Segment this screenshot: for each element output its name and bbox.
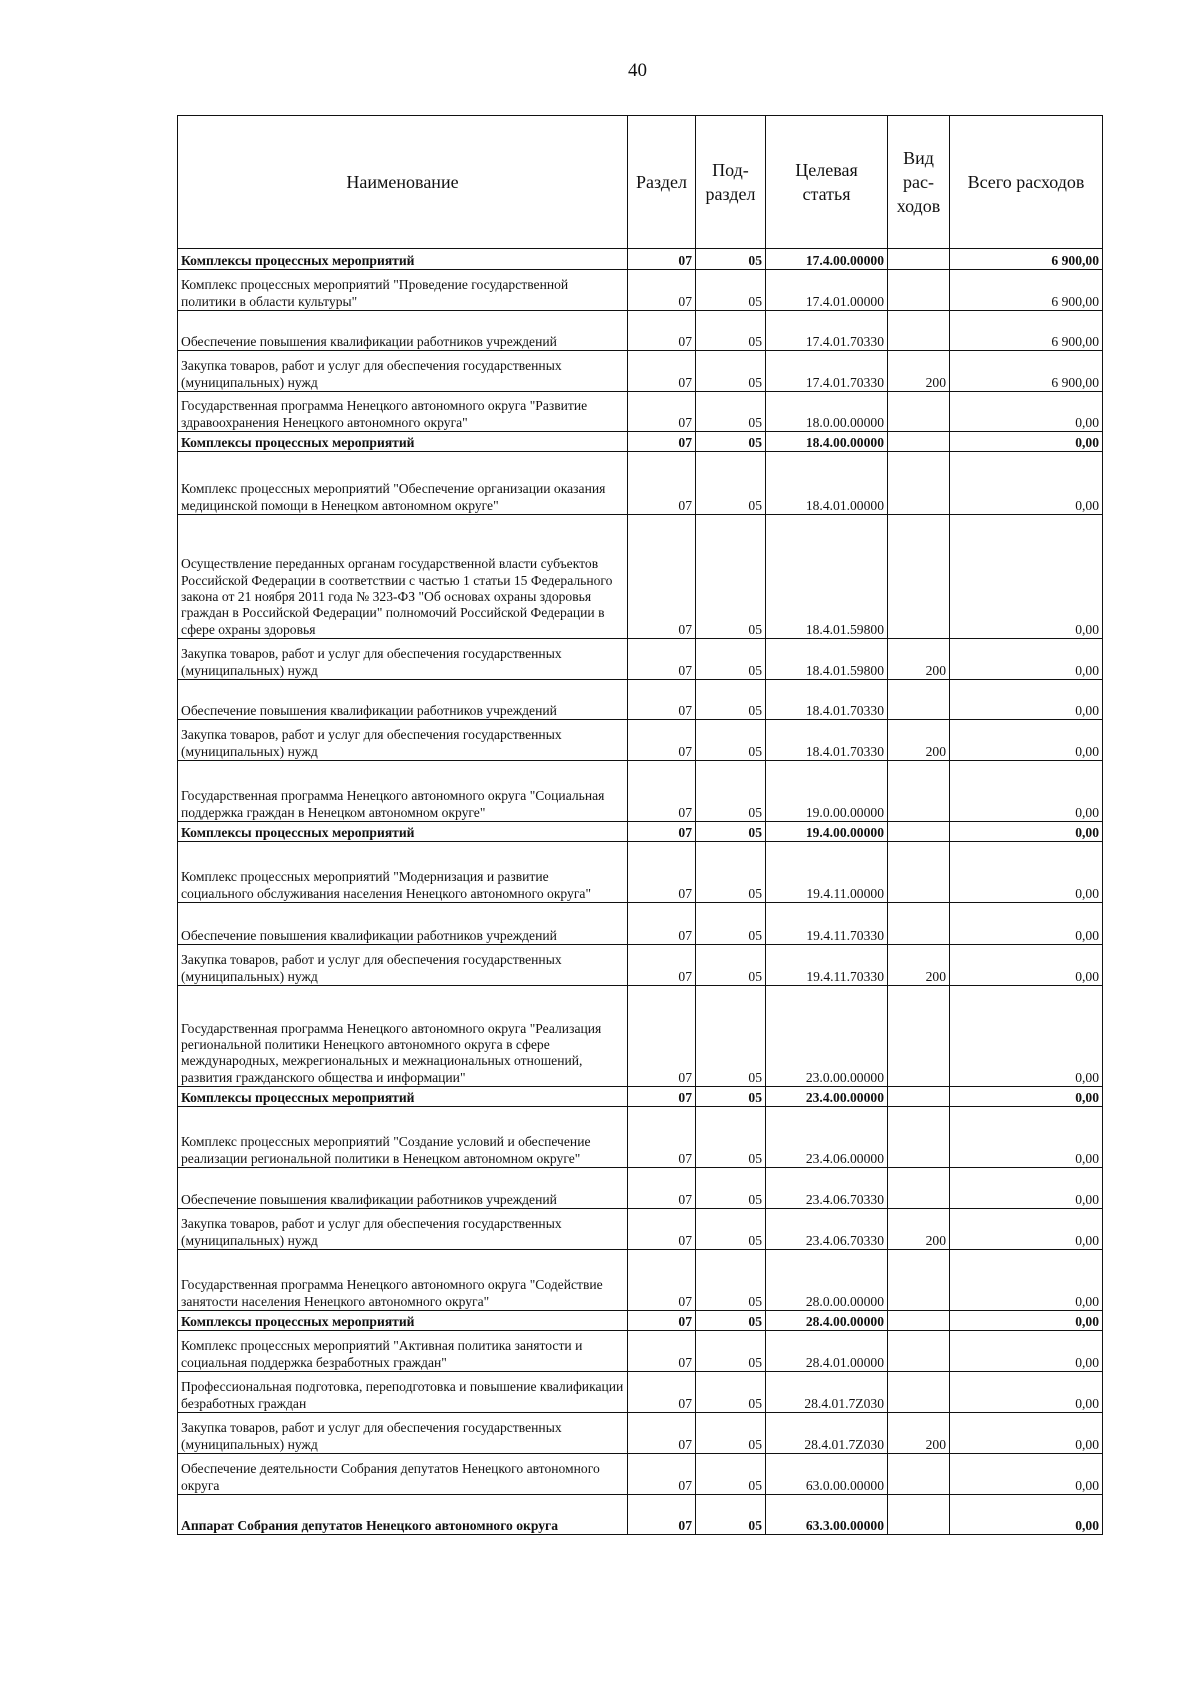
row-name: Государственная программа Ненецкого автономного округа "Содействие занятости населения Ненецкого автономного округа" (178, 1250, 628, 1311)
budget-table (177, 115, 1103, 1535)
row-section: 07 (628, 351, 696, 392)
table-row (178, 1413, 1103, 1454)
row-section: 07 (628, 392, 696, 432)
row-subsection: 05 (696, 720, 766, 761)
header-name: Наименование (178, 116, 628, 249)
header-total: Всего расходов (950, 116, 1103, 249)
row-article: 17.4.00.00000 (766, 249, 888, 270)
row-name: Аппарат Собрания депутатов Ненецкого автономного округа (178, 1495, 628, 1535)
row-total: 6 900,00 (950, 311, 1103, 351)
row-subsection: 05 (696, 1087, 766, 1107)
header-expense-type: Вид рас- ходов (888, 116, 950, 249)
row-article: 28.4.01.7Z030 (766, 1372, 888, 1413)
row-expense-type (888, 1168, 950, 1209)
row-total: 0,00 (950, 1331, 1103, 1372)
row-expense-type (888, 1495, 950, 1535)
row-article: 19.0.00.00000 (766, 761, 888, 822)
row-total: 0,00 (950, 1209, 1103, 1250)
row-article: 63.0.00.00000 (766, 1454, 888, 1495)
row-name: Обеспечение деятельности Собрания депутатов Ненецкого автономного округа (178, 1454, 628, 1495)
table-row (178, 945, 1103, 986)
row-total: 0,00 (950, 392, 1103, 432)
row-subsection: 05 (696, 1413, 766, 1454)
row-subsection: 05 (696, 903, 766, 945)
row-name: Комплексы процессных мероприятий (178, 1087, 628, 1107)
table-body (178, 249, 1103, 1535)
row-subsection: 05 (696, 1168, 766, 1209)
row-subsection: 05 (696, 452, 766, 515)
row-total: 6 900,00 (950, 351, 1103, 392)
row-section: 07 (628, 1454, 696, 1495)
row-name: Закупка товаров, работ и услуг для обеспечения государственных (муниципальных) нужд (178, 720, 628, 761)
row-expense-type (888, 761, 950, 822)
table-row (178, 680, 1103, 720)
table-row (178, 311, 1103, 351)
row-expense-type: 200 (888, 1413, 950, 1454)
row-section: 07 (628, 1372, 696, 1413)
row-total: 0,00 (950, 1372, 1103, 1413)
row-article: 17.4.01.70330 (766, 311, 888, 351)
row-total: 0,00 (950, 680, 1103, 720)
row-section: 07 (628, 432, 696, 452)
row-name: Закупка товаров, работ и услуг для обеспечения государственных (муниципальных) нужд (178, 351, 628, 392)
table-row (178, 639, 1103, 680)
row-subsection: 05 (696, 761, 766, 822)
row-section: 07 (628, 1331, 696, 1372)
row-subsection: 05 (696, 842, 766, 903)
row-total: 0,00 (950, 1311, 1103, 1331)
row-expense-type (888, 842, 950, 903)
row-expense-type (888, 986, 950, 1087)
row-article: 23.4.06.70330 (766, 1168, 888, 1209)
row-section: 07 (628, 1413, 696, 1454)
row-name: Обеспечение повышения квалификации работников учреждений (178, 1168, 628, 1209)
row-expense-type (888, 1311, 950, 1331)
row-name: Комплексы процессных мероприятий (178, 822, 628, 842)
table-row (178, 1372, 1103, 1413)
row-subsection: 05 (696, 639, 766, 680)
row-name: Комплексы процессных мероприятий (178, 432, 628, 452)
row-expense-type (888, 270, 950, 311)
row-name: Закупка товаров, работ и услуг для обеспечения государственных (муниципальных) нужд (178, 1413, 628, 1454)
row-article: 17.4.01.00000 (766, 270, 888, 311)
row-section: 07 (628, 945, 696, 986)
row-article: 23.0.00.00000 (766, 986, 888, 1087)
row-expense-type: 200 (888, 720, 950, 761)
row-total: 0,00 (950, 903, 1103, 945)
row-article: 18.0.00.00000 (766, 392, 888, 432)
row-article: 18.4.01.00000 (766, 452, 888, 515)
row-subsection: 05 (696, 1372, 766, 1413)
row-section: 07 (628, 822, 696, 842)
row-total: 0,00 (950, 1250, 1103, 1311)
row-subsection: 05 (696, 1209, 766, 1250)
row-article: 23.4.00.00000 (766, 1087, 888, 1107)
table-row (178, 761, 1103, 822)
row-name: Комплексы процессных мероприятий (178, 249, 628, 270)
row-article: 18.4.01.59800 (766, 515, 888, 639)
row-subsection: 05 (696, 311, 766, 351)
row-expense-type (888, 903, 950, 945)
row-name: Закупка товаров, работ и услуг для обеспечения государственных (муниципальных) нужд (178, 945, 628, 986)
row-article: 18.4.00.00000 (766, 432, 888, 452)
row-total: 0,00 (950, 1087, 1103, 1107)
row-section: 07 (628, 639, 696, 680)
row-subsection: 05 (696, 515, 766, 639)
row-total: 0,00 (950, 1454, 1103, 1495)
row-total: 0,00 (950, 432, 1103, 452)
row-section: 07 (628, 1495, 696, 1535)
row-section: 07 (628, 1087, 696, 1107)
table-row (178, 351, 1103, 392)
table-row (178, 1495, 1103, 1535)
row-article: 19.4.11.00000 (766, 842, 888, 903)
row-article: 28.4.01.00000 (766, 1331, 888, 1372)
row-expense-type (888, 822, 950, 842)
row-total: 0,00 (950, 515, 1103, 639)
table-row (178, 1311, 1103, 1331)
row-subsection: 05 (696, 392, 766, 432)
row-subsection: 05 (696, 945, 766, 986)
row-article: 63.3.00.00000 (766, 1495, 888, 1535)
row-subsection: 05 (696, 822, 766, 842)
row-article: 19.4.11.70330 (766, 945, 888, 986)
row-total: 0,00 (950, 1168, 1103, 1209)
row-subsection: 05 (696, 680, 766, 720)
row-name: Государственная программа Ненецкого автономного округа "Развитие здравоохранения Ненецкого автономного округа" (178, 392, 628, 432)
row-total: 0,00 (950, 452, 1103, 515)
row-article: 19.4.11.70330 (766, 903, 888, 945)
row-section: 07 (628, 1107, 696, 1168)
row-article: 18.4.01.70330 (766, 680, 888, 720)
row-expense-type (888, 515, 950, 639)
row-total: 0,00 (950, 761, 1103, 822)
row-article: 23.4.06.00000 (766, 1107, 888, 1168)
table-row (178, 1209, 1103, 1250)
row-expense-type: 200 (888, 639, 950, 680)
row-name: Государственная программа Ненецкого автономного округа "Социальная поддержка граждан в Ненецком автономном округе" (178, 761, 628, 822)
row-article: 19.4.00.00000 (766, 822, 888, 842)
row-expense-type (888, 249, 950, 270)
row-expense-type (888, 1250, 950, 1311)
page-number: 40 (628, 60, 647, 81)
header-article: Целевая статья (766, 116, 888, 249)
row-name: Обеспечение повышения квалификации работников учреждений (178, 311, 628, 351)
row-name: Комплекс процессных мероприятий "Модернизация и развитие социального обслуживания населения Ненецкого автономного округа" (178, 842, 628, 903)
row-name: Закупка товаров, работ и услуг для обеспечения государственных (муниципальных) нужд (178, 639, 628, 680)
table-row (178, 392, 1103, 432)
row-name: Осуществление переданных органам государственной власти субъектов Российской Федерации в соответствии с частью 1 статьи 15 Федерального закона от 21 ноября 2011 года № 323-ФЗ "Об основах охраны здоровья граждан в Российской Федерации" полномочий Российской Федерации в сфере охраны здоровья (178, 515, 628, 639)
row-subsection: 05 (696, 432, 766, 452)
row-article: 28.0.00.00000 (766, 1250, 888, 1311)
row-expense-type (888, 452, 950, 515)
row-total: 0,00 (950, 1495, 1103, 1535)
table-row (178, 1168, 1103, 1209)
table-row (178, 822, 1103, 842)
row-section: 07 (628, 680, 696, 720)
row-article: 28.4.00.00000 (766, 1311, 888, 1331)
row-name: Государственная программа Ненецкого автономного округа "Реализация региональной политики Ненецкого автономного округа в сфере международных, межрегиональных и межнациональных отношений, развития гражданского общества и информации" (178, 986, 628, 1087)
row-expense-type: 200 (888, 945, 950, 986)
header-section: Раздел (628, 116, 696, 249)
row-section: 07 (628, 270, 696, 311)
row-expense-type (888, 1107, 950, 1168)
row-subsection: 05 (696, 986, 766, 1087)
row-total: 0,00 (950, 842, 1103, 903)
row-section: 07 (628, 249, 696, 270)
row-expense-type: 200 (888, 351, 950, 392)
row-name: Комплекс процессных мероприятий "Обеспечение организации оказания медицинской помощи в Ненецком автономном округе" (178, 452, 628, 515)
row-section: 07 (628, 515, 696, 639)
row-subsection: 05 (696, 1495, 766, 1535)
row-section: 07 (628, 1311, 696, 1331)
row-subsection: 05 (696, 1331, 766, 1372)
table-header-row (178, 116, 1103, 249)
row-total: 0,00 (950, 1413, 1103, 1454)
row-section: 07 (628, 903, 696, 945)
row-name: Комплекс процессных мероприятий "Создание условий и обеспечение реализации региональной политики в Ненецком автономном округе" (178, 1107, 628, 1168)
row-name: Профессиональная подготовка, переподготовка и повышение квалификации безработных граждан (178, 1372, 628, 1413)
table-row (178, 1454, 1103, 1495)
row-expense-type (888, 1087, 950, 1107)
row-expense-type (888, 680, 950, 720)
row-expense-type (888, 1372, 950, 1413)
row-name: Комплексы процессных мероприятий (178, 1311, 628, 1331)
row-expense-type (888, 1454, 950, 1495)
row-subsection: 05 (696, 351, 766, 392)
row-section: 07 (628, 761, 696, 822)
row-subsection: 05 (696, 1250, 766, 1311)
row-name: Обеспечение повышения квалификации работников учреждений (178, 680, 628, 720)
table-row (178, 1107, 1103, 1168)
row-name: Обеспечение повышения квалификации работников учреждений (178, 903, 628, 945)
row-section: 07 (628, 842, 696, 903)
row-article: 18.4.01.70330 (766, 720, 888, 761)
row-subsection: 05 (696, 249, 766, 270)
row-total: 0,00 (950, 986, 1103, 1087)
table-row (178, 452, 1103, 515)
row-subsection: 05 (696, 1454, 766, 1495)
table-row (178, 432, 1103, 452)
table-row (178, 515, 1103, 639)
row-section: 07 (628, 452, 696, 515)
row-expense-type (888, 432, 950, 452)
table-row (178, 1331, 1103, 1372)
table-row (178, 1087, 1103, 1107)
table-row (178, 249, 1103, 270)
row-section: 07 (628, 1209, 696, 1250)
row-expense-type (888, 311, 950, 351)
row-total: 0,00 (950, 1107, 1103, 1168)
row-section: 07 (628, 1250, 696, 1311)
row-subsection: 05 (696, 1311, 766, 1331)
row-article: 23.4.06.70330 (766, 1209, 888, 1250)
row-total: 6 900,00 (950, 270, 1103, 311)
row-total: 6 900,00 (950, 249, 1103, 270)
row-name: Закупка товаров, работ и услуг для обеспечения государственных (муниципальных) нужд (178, 1209, 628, 1250)
row-article: 18.4.01.59800 (766, 639, 888, 680)
row-subsection: 05 (696, 1107, 766, 1168)
row-article: 28.4.01.7Z030 (766, 1413, 888, 1454)
header-subsection: Под- раздел (696, 116, 766, 249)
row-expense-type: 200 (888, 1209, 950, 1250)
table-row (178, 986, 1103, 1087)
table-row (178, 842, 1103, 903)
row-article: 17.4.01.70330 (766, 351, 888, 392)
row-name: Комплекс процессных мероприятий "Активная политика занятости и социальная поддержка безработных граждан" (178, 1331, 628, 1372)
table-row (178, 720, 1103, 761)
row-section: 07 (628, 1168, 696, 1209)
table-row (178, 903, 1103, 945)
row-section: 07 (628, 311, 696, 351)
row-total: 0,00 (950, 945, 1103, 986)
row-subsection: 05 (696, 270, 766, 311)
row-total: 0,00 (950, 822, 1103, 842)
table-row (178, 270, 1103, 311)
row-expense-type (888, 392, 950, 432)
row-section: 07 (628, 720, 696, 761)
row-expense-type (888, 1331, 950, 1372)
row-section: 07 (628, 986, 696, 1087)
table-row (178, 1250, 1103, 1311)
row-total: 0,00 (950, 720, 1103, 761)
row-name: Комплекс процессных мероприятий "Проведение государственной политики в области культуры" (178, 270, 628, 311)
row-total: 0,00 (950, 639, 1103, 680)
